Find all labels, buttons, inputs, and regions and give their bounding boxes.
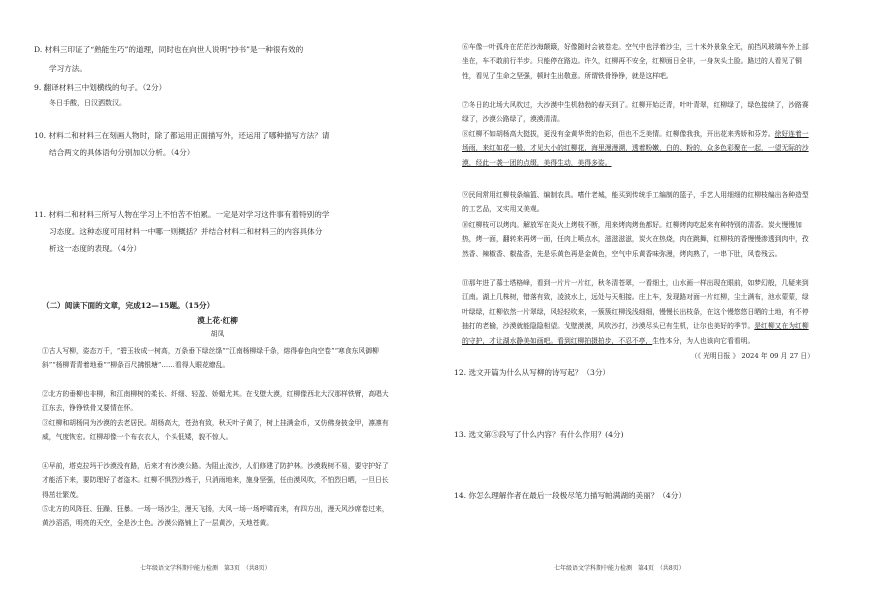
question-14: 14. 你怎么理解作者在最后一段极尽笔力描写帕满湖的美丽？（4分） [454, 491, 686, 500]
paragraph-5: ⑤北方的风阵狂、狂躁、狂暴。一场一场沙尘，漫天飞扬，大风一场一场呼啸而来，有四方出，漫天风沙席卷过来，黄沙滔滔，明亮的天空，全是沙土色。沙漠公路铺上了一层黄沙，天地苍黄。 [42, 505, 389, 528]
question-9-sentence: 冬日手酸，日汉洒数汉。 [49, 99, 126, 107]
paragraph-11-text-3: 生性本分，为人也该向它看看明。 [652, 336, 755, 345]
question-11-line2: 习态度。这种态度可用材料一中哪一则概括？并结合材料二和材料三的内容具体分 [49, 227, 323, 236]
paragraph-1: ①古人写柳，姿态万千，“碧玉妆成一树高，万条垂下绿丝绦”“江南杨柳绿千条，熔得春色向空卷”“寒食东风御柳斜”“杨柳青青着地垂”“柳条百尺拂银塘”……看得人眼花缭乱。 [42, 347, 379, 370]
right-page [435, 0, 870, 595]
section-2-heading: （二）阅读下面的文章，完成12—15题。（15分） [42, 301, 215, 310]
paragraph-4: ④早前，塔克拉玛干沙漠没有路，后来才有沙漠公路。为阻止流沙，人们修建了防护林。沙漠栽树不易，要守护好了才能活下来，要防理好了者盗木。红柳不惧烈沙炼于，只消雨地来，施身坚强，任由漠风吹，不怕烈日晒，一旦日长得茁壮繁茂。 [42, 462, 389, 499]
article-title: 漠上花·红柳 [197, 316, 238, 325]
paragraph-11 [462, 276, 814, 348]
paragraph-2: ②北方的垂柳也非柳，和江南柳树的柔长、纤细、轻盈、娇媚尤其。在戈壁大漠，红柳像西北大汉那样铁臂，高唱大江东去，铮铮铁骨又要情在怀。 [42, 390, 389, 413]
paragraph-8-text: ⑧红柳不如胡杨高大挺拔，更没有金黄华贵的色彩，但也不乏美情。红柳像我我，开出花来秀娇和芬芳。 [462, 130, 775, 138]
paragraph-8-underlined: 徐好连着一场雨，来红如花一般，才见大小的红柳花，海里漫漫溯，透着粉嫩，白的、粉的，众多色彩聚在一起，一望无际的沙漠，经此一袭一团的点缀，美得生动，美得多姿。 [462, 130, 809, 167]
article-author: 胡凤 [210, 330, 225, 338]
question-9: 9. 翻译材料三中划横线的句子。（2分） [34, 83, 167, 92]
paragraph-8 [462, 127, 814, 170]
q8-option-d-line1: D. 材料三印证了“熟能生巧”的道理，同时也在向世人说明“抄书”是一种很有效的 [34, 45, 304, 54]
article-source: （《 光明日报 》 2024 年 09 月 27 日） [690, 352, 814, 360]
question-10-line1: 10. 材料二和材料三在刻画人物时，除了都运用正面描写外，还运用了哪种描写方法？请 [34, 131, 330, 140]
paragraph-11-text: ⑪那年进了慕士塔格峰，看到一片片一片红，秋冬清苍翠，一看细土，山水画一样出现在眼前，如梦幻般，几疑来到江南。湖上几株树，错落有致，凌波水上，远处与天相接。庄上车，发现路对面一片红柳，尘土满布，池水蒙蒙，绿叶绿绿，红柳依然一片翠绿，风轻轻吹来，一簇簇红柳浅浅细细，慢慢长出枝条，在这个慢悠悠日晒的土地，有不停抽打的老榆，沙漠 [462, 279, 809, 331]
paragraph-9: ⑨民间常用红柳枝条编篮、编制农具。嗜什老城，能买到传统手工编制的篮子，手艺人用细细的红柳枝编出各种造型的工艺品，又实用又美观。 [462, 191, 809, 214]
question-12: 12. 选文开篇为什么从写柳的诗写起？（3分） [454, 368, 611, 377]
paragraph-3: ③红柳和胡杨同为沙漠的去老居民。胡杨高大，苍劲有致，秋天叶子黄了，树上挂满金币，又仿佛身披金甲，凛凛有威，气度恢宏。红柳却像一个布衣衣人，个头低矮，貌不惊人。 [42, 419, 389, 442]
question-11-line3: 析这一态度的表现。（4分） [49, 244, 142, 253]
question-11-line1: 11. 材料二和材料三所写人物在学习上不怕苦不怕累。一定是对学习这件事有着特别的学 [34, 210, 330, 219]
question-13: 13. 选文第⑤段写了什么内容？有什么作用？(4分) [454, 430, 624, 439]
q8-option-d-line2: 学习方法。 [49, 64, 87, 73]
page-footer-left: 七年级语文学科期中能力检测 第3页 （共8页） [140, 565, 271, 572]
paragraph-10: ⑩红柳枝可以烤肉。解放军在炎火上烤枝不断，用来烤肉烤鱼都好。红柳烤肉吃起来有种特别的清香。炭火慢慢加热，烤一面，翻转来再烤一面，任肉上喷点水，滋滋滋滋，炭火在热烧，肉在跳舞，红柳枝的香慢慢渗透到肉中，孜然香、辣椒香、椒盐香，先是乐黄色再是金黄色，空气中乐黄香味弥漫，烤肉熟了，一串下肚，风卷残云。 [462, 221, 809, 258]
paragraph-11-text-2: 就能隐隐相望。戈壁漠漠，风吹沙打，沙漠尽头已有生机，让尔也美好的季节。 [516, 322, 755, 331]
paragraph-6: ⑥车像一叶孤舟在茫茫沙海颠簸，好像随时会被卷走。空气中也浮着沙尘，三十米外景象全无，前挡风玻璃车外上部坐在，车不敢前行半步。只能停在路边。许久，红柳再不安全，红柳面日全非，一身灰头土脸。路过的人看见了铜性，看见了生命之坚强，顿时生出敬意。所谓铁骨铮铮，就是这样吧。 [462, 43, 809, 80]
paragraph-11-underlined: 是红柳又在为红柳的守护，才让湖水静美如画吧。看到红柳拍摄拍步，不忍不亭， [462, 322, 809, 345]
question-10-line2: 结合两文的具体语句分别加以分析。（4分） [49, 148, 195, 157]
paragraph-7: ⑦冬日的北场大风吹过，大沙漠中生机勃勃的春天到了。红柳开始泛青，叶叶青翠，红柳绿了，绿色接续了，沙路赛绿了，沙漠公路绿了，漠漠清清。 [462, 101, 809, 124]
page-footer-right: 七年级语文学科期中能力检测 第4页 （共8页） [554, 565, 685, 572]
